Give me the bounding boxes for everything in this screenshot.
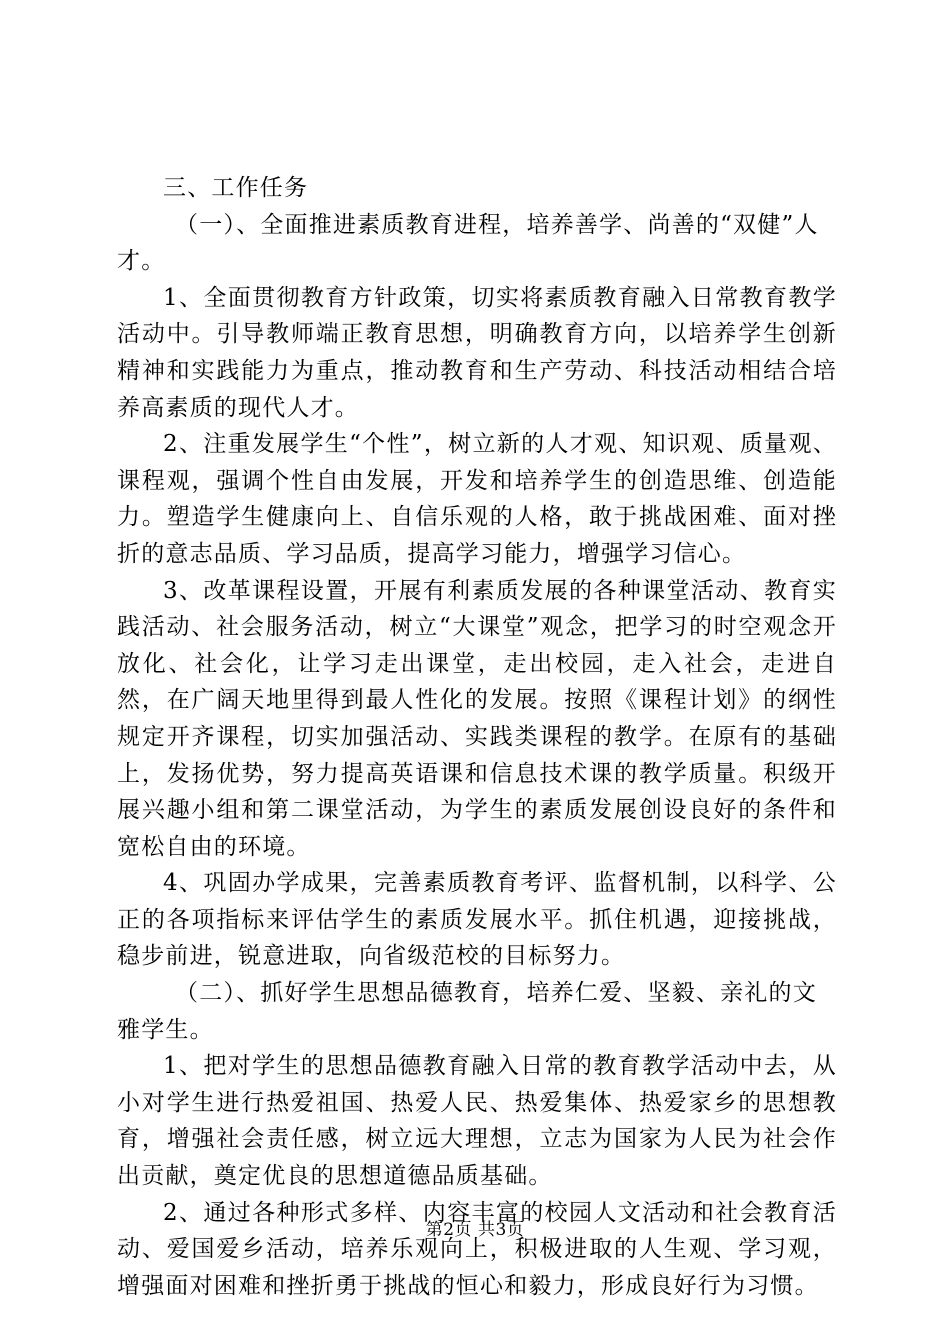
page-indicator: 第2页 共3页: [425, 1220, 525, 1240]
part1-heading: （一）、全面推进素质教育进程，培养善学、尚善的“双健”人才。: [117, 211, 819, 275]
part1-item-1: 1、全面贯彻教育方针政策，切实将素质教育融入日常教育教学活动中。引导教师端正教育思想，明确教育方向，以培养学生创新精神和实践能力为重点，推动教育和生产劳动、科技活动相结合培养高素质的现代人才。: [117, 284, 837, 421]
section-heading: 三、工作任务: [163, 175, 309, 201]
part1-item-3: 3、改革课程设置，开展有利素质发展的各种课堂活动、教育实践活动、社会服务活动，树立“大课堂”观念，把学习的时空观念开放化、社会化，让学习走出课堂，走出校园，走入社会，走进自然，在广阔天地里得到最人性化的发展。按照《课程计划》的纲性规定开齐课程，切实加强活动、实践类课程的教学。在原有的基础上，发扬优势，努力提高英语课和信息技术课的教学质量。积级开展兴趣小组和第二课堂活动，为学生的素质发展创设良好的条件和宽松自由的环境。: [117, 577, 837, 860]
part1-item-4: 4、巩固办学成果，完善素质教育考评、监督机制，以科学、公正的各项指标来评估学生的素质发展水平。抓住机遇，迎接挑战，稳步前进，锐意进取，向省级范校的目标努力。: [117, 870, 837, 970]
part2-item-1: 1、把对学生的思想品德教育融入日常的教育教学活动中去，从小对学生进行热爱祖国、热爱人民、热爱集体、热爱家乡的思想教育，增强社会责任感，树立远大理想，立志为国家为人民为社会作出贡献，奠定优良的思想道德品质基础。: [117, 1053, 837, 1190]
page-footer: [0, 1215, 950, 1240]
part1-item-2: 2、注重发展学生“个性”，树立新的人才观、知识观、质量观、课程观，强调个性自由发展，开发和培养学生的创造思维、创造能力。塑造学生健康向上、自信乐观的人格，敢于挑战困难、面对挫折的意志品质、学习品质，提高学习能力，增强学习信心。: [117, 431, 837, 567]
document-body: [117, 170, 837, 1304]
part2-item-2: 2、通过各种形式多样、内容丰富的校园人文活动和社会教育活动、爱国爱乡活动，培养乐观向上，积极进取的人生观、学习观，增强面对困难和挫折勇于挑战的恒心和毅力，形成良好行为习惯。: [117, 1199, 837, 1299]
part2-heading: （二）、抓好学生思想品德教育，培养仁爱、坚毅、亲礼的文雅学生。: [117, 980, 817, 1043]
